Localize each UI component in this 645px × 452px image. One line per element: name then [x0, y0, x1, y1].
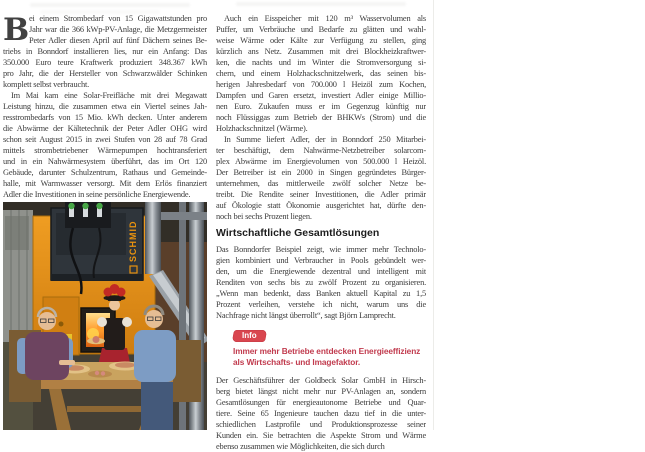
text-line: Der Betreiber ist ein 2000 in Singen gegründetes Bürger-: [216, 168, 426, 177]
text-line: In Summe liefert Adler, der in Bonndorf 250 Mitarbei-: [224, 135, 426, 144]
text-line: Holzhackschnitzel (Wärme).: [216, 124, 308, 133]
paragraph-lines: [3, 13, 207, 90]
text-line: nen Euro. Zukaufen muss er im Gegenzug künftig nur: [216, 102, 426, 111]
text-line: treibt. Die Rendite seiner Investitionen, die Adler primär: [216, 190, 426, 199]
print-bleedthrough: [236, 2, 406, 6]
text-line: auf Ökologie statt Ökonomie ausgerichtet hat, dürfte den-: [216, 201, 426, 210]
text-line: herigen Jahresbedarf von 700.000 l Heizöl zum Kochen,: [216, 80, 426, 89]
text-line: tiere. Seine 65 Ingenieure tauchen dazu tief in die unter-: [216, 409, 426, 418]
text-line: Dampfen und Garen ersetzt, investiert Adler einige Millio-: [216, 91, 426, 100]
text-line: halle, mit Warmwasser versorgt. Mit dem Erlös finanziert: [3, 179, 207, 188]
text-line: den, um die Energiewende dezentral und intelligent mit: [216, 267, 426, 276]
text-line: Puffer, um Verbräuche und Bedarfe zu glätten und wahl-: [216, 25, 426, 34]
text-line: komplett selbst verbraucht.: [3, 80, 90, 89]
text-line: Jahr war die 366 kWp-PV-Anlage, die Metzgermeister: [29, 25, 207, 34]
text-line: Prozent verleihen, verstehe ich nicht, warum uns die: [216, 300, 426, 309]
text-line: 350.000 Euro teure Kraftwerk produziert 348.367 kWh: [3, 58, 207, 67]
text-line: kürzlich ans Netz. Zusammen mit drei Blockheizkraftwer-: [216, 47, 426, 56]
paragraph-goldbeck: [216, 375, 426, 452]
text-line: noch Flüssiggas zum Betrieb der BHKWs (Strom) und die: [216, 113, 426, 122]
text-line: Auch ein Eisspeicher mit 120 m³ Wasservolumen als: [224, 14, 426, 23]
paragraph-intro: [3, 13, 207, 90]
column-left: [3, 13, 207, 430]
info-badge: [232, 330, 267, 342]
text-line: Nachfrage nicht längst überrollt“, sagt Björn Lamprecht.: [216, 311, 396, 320]
article-photo: [3, 202, 207, 430]
text-line: ei einem Strombedarf von 15 Gigawattstunden pro: [29, 14, 207, 23]
info-text-line: als Wirtschafts- und Imagefaktor.: [233, 357, 361, 367]
text-line: resstrombedarfs von 15 Mio. kWh decken. Unter anderem: [3, 113, 207, 122]
print-bleedthrough: [30, 3, 190, 7]
text-line: ebenso zusammen wie Möglichkeiten, die sich durch: [216, 442, 385, 451]
text-line: die Abwärme der Kältetechnik der Peter Adler OHG wird: [3, 124, 207, 133]
text-line: Im Mai kam eine Solar-Freifläche mit drei Megawatt: [11, 91, 207, 100]
text-line: Peter Adler diesen April auf fünf Dächern seines Be-: [29, 36, 207, 45]
text-line: pro Jahr, die der Hersteller von Schwarzwälder Schinken: [3, 69, 207, 78]
text-line: Gebäude, darunter Schulzentrum, Rathaus und Gemeinde-: [3, 168, 207, 177]
text-line: mittels strombetriebener Wärmepumpen hochtransferiert: [3, 146, 207, 155]
boiler-brand-label: SCHMID: [128, 220, 138, 262]
text-line: Der Geschäftsführer der Goldbeck Solar GmbH in Hirsch-: [216, 376, 426, 385]
text-line: unternehmen, das mittlerweile zwölf solcher Netze be-: [216, 179, 426, 188]
text-line: berg bietet längst nicht mehr nur PV-Anlagen an, sondern: [216, 387, 426, 396]
text-line: schon seit August 2015 in zwei Stufen von 28 auf 78 Grad: [3, 135, 207, 144]
page-edge-line: [433, 0, 434, 430]
text-line: „Wenn man bedenkt, dass Banken aktuell Kapital zu 1,5: [216, 289, 426, 298]
text-line: gien kombiniert und Verbraucher in Pools gebündelt wer-: [216, 256, 426, 265]
paragraph-solar: [3, 90, 207, 200]
text-line: chern, und einem Holzhackschnitzelwerk, das seinen bis-: [216, 69, 426, 78]
text-line: weise Wärme oder Kälte zur Verfügung zu stellen, ging: [216, 36, 426, 45]
text-line: plex Abwärme im Energievolumen von 500.000 l Heizöl.: [216, 157, 426, 166]
info-badge-label: Info: [242, 331, 257, 340]
text-line: triebs in Bonndorf installieren lies, nur ein Anfang: Das: [3, 47, 207, 56]
info-text-line: Immer mehr Betriebe entdecken Energieeffizienz: [233, 346, 421, 356]
paragraph-bonndorf-example: [216, 244, 426, 321]
text-line: noch bei sechs Prozent liegen.: [216, 212, 312, 221]
info-box: [233, 325, 426, 368]
section-heading: Wirtschaftliche Gesamtlösungen: [216, 227, 380, 239]
column-right: [216, 13, 426, 452]
info-highlight-text: [233, 346, 426, 368]
valve-indicators: [68, 203, 102, 217]
paragraph-solarcomplex: [216, 134, 426, 222]
text-line: und in ein Nahwärmesystem überführt, das im Ort 120: [3, 157, 207, 166]
text-line: Renditen von sechs bis zu zwölf Prozent zu organisieren.: [216, 278, 426, 287]
text-line: Leistung hinzu, die zusammen etwa ein Viertel seines Jah-: [3, 102, 207, 111]
text-line: ken, die nachts und im Winter die Stromversorgung si-: [216, 58, 426, 67]
drop-cap: B: [3, 12, 30, 48]
text-line: schiedlichen Lastprofile und Produktionsprozesse seiner: [216, 420, 426, 429]
text-line: Kunden ein. Sie betrachten die Aspekte Strom und Wärme: [216, 431, 426, 440]
text-line: Das Bonndorfer Beispiel zeigt, wie immer mehr Technolo-: [216, 245, 426, 254]
text-line: Adler die Investitionen in seine persönliche Energiewende.: [3, 190, 191, 199]
paragraph-icestorage: [216, 13, 426, 134]
text-line: Gesamtlösungen für energieautonome Betriebe und Quar-: [216, 398, 426, 407]
text-line: ter beschäftigt, dem Nahwärme-Netzbetreiber solarcom-: [216, 146, 426, 155]
